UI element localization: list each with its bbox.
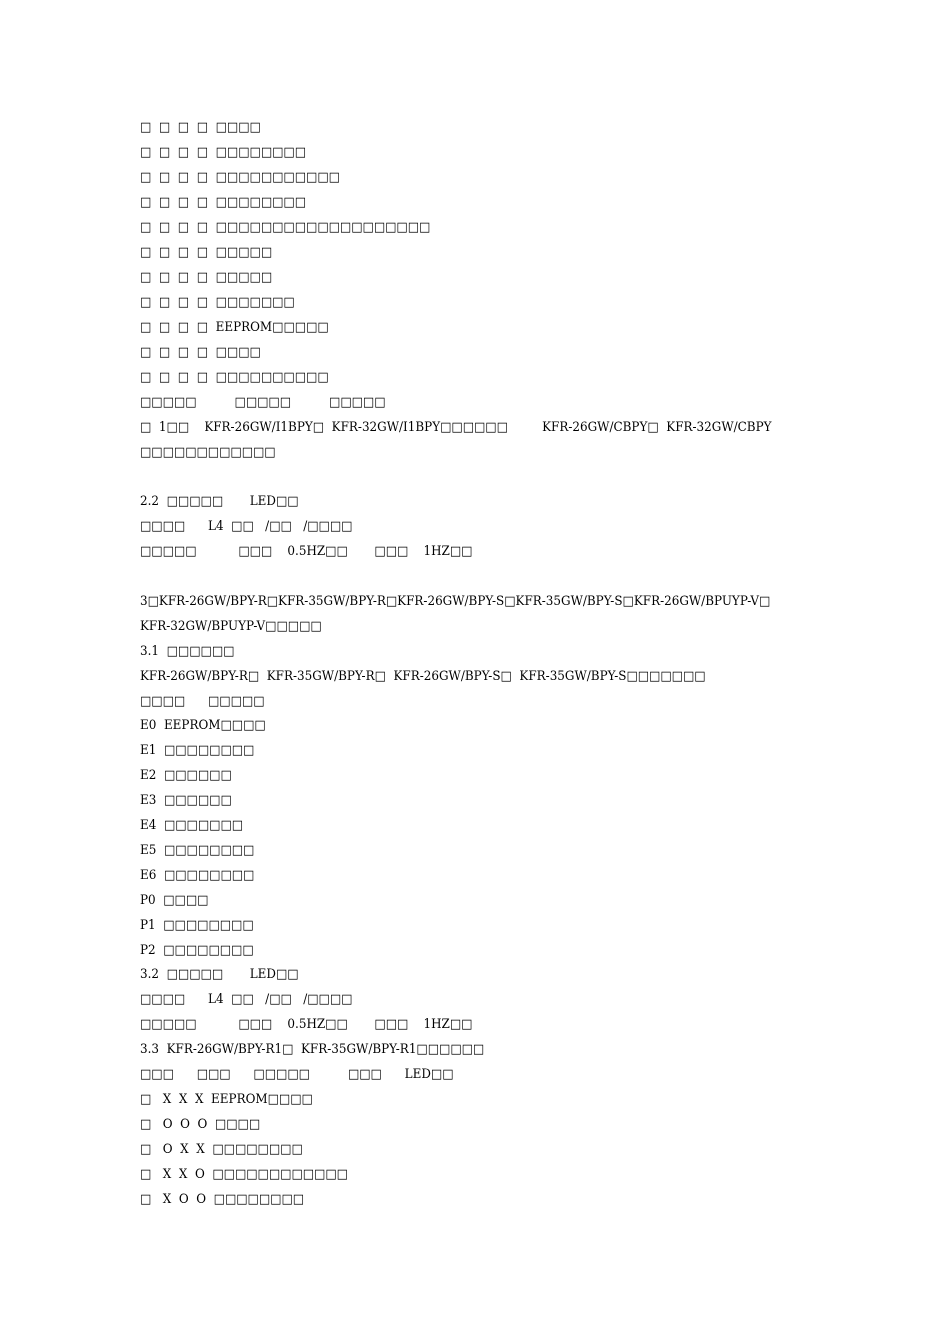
error-code-row: P1 □□□□□□□□ (140, 918, 254, 933)
text-line: □ □ □ □ □□□□□□□ (140, 295, 295, 310)
text-line: □□□□□□□□□□□□ (140, 445, 276, 460)
section-heading: 3.1 □□□□□□ (140, 644, 235, 659)
led-code-row: □ O O O □□□□ (140, 1117, 261, 1132)
led-code-row: □ X X O □□□□□□□□□□□□ (140, 1167, 348, 1182)
section-heading: 2.2 □□□□□ LED□□ (140, 494, 299, 509)
text-line: □ □ □ □ □□□□□□□□□□□□□□□□□□□ (140, 220, 431, 235)
led-code-row: □ X X X EEPROM□□□□ (140, 1092, 313, 1107)
error-code-row: E0 EEPROM□□□□ (140, 718, 266, 733)
text-line: □ □ □ □ □□□□ (140, 120, 261, 135)
text-line: □ □ □ □ EEPROM□□□□□ (140, 320, 329, 335)
led-code-row: □ O X X □□□□□□□□ (140, 1142, 303, 1157)
led-code-row: □ X O O □□□□□□□□ (140, 1192, 305, 1207)
text-line: □ □ □ □ □□□□□□□□□□ (140, 370, 329, 385)
table-header: □□□ □□□ □□□□□ □□□ LED□□ (140, 1067, 454, 1082)
text-line: KFR-32GW/BPUYP-V□□□□□ (140, 619, 322, 634)
text-line: □ □ □ □ □□□□□□□□ (140, 195, 307, 210)
text-line: □ □ □ □ □□□□ (140, 345, 261, 360)
section-heading: 3□KFR-26GW/BPY-R□KFR-35GW/BPY-R□KFR-26GW/BPY-S□KFR-35GW/BPY-S□KFR-26GW/BPUYP-V□ (140, 594, 771, 609)
error-code-row: E2 □□□□□□ (140, 768, 232, 783)
error-code-row: E6 □□□□□□□□ (140, 868, 255, 883)
text-line: □ □ □ □ □□□□□□□□ (140, 145, 307, 160)
section-heading: 3.2 □□□□□ LED□□ (140, 967, 299, 982)
text-line: □ □ □ □ □□□□□□□□□□□ (140, 170, 340, 185)
table-header: □□□□ □□□□□ (140, 694, 265, 709)
text-line: □□□□ L4 □□ /□□ /□□□□ (140, 992, 353, 1007)
text-line: KFR-26GW/BPY-R□ KFR-35GW/BPY-R□ KFR-26GW/BPY-S□ KFR-35GW/BPY-S□□□□□□□ (140, 669, 706, 684)
error-code-row: P2 □□□□□□□□ (140, 943, 254, 958)
text-line: □□□□□ □□□□□ □□□□□ (140, 395, 386, 410)
section-heading: 3.3 KFR-26GW/BPY-R1□ KFR-35GW/BPY-R1□□□□□□ (140, 1042, 485, 1057)
error-code-row: E3 □□□□□□ (140, 793, 232, 808)
error-code-row: E4 □□□□□□□ (140, 818, 244, 833)
text-line: □□□□□ □□□ 0.5HZ□□ □□□ 1HZ□□ (140, 1017, 473, 1032)
text-line: □ 1□□ KFR-26GW/I1BPY□ KFR-32GW/I1BPY□□□□□□ KFR-26GW/CBPY□ KFR-32GW/CBPY (140, 420, 772, 435)
error-code-row: E5 □□□□□□□□ (140, 843, 255, 858)
error-code-row: E1 □□□□□□□□ (140, 743, 255, 758)
text-line: □□□□□ □□□ 0.5HZ□□ □□□ 1HZ□□ (140, 544, 473, 559)
error-code-row: P0 □□□□ (140, 893, 209, 908)
text-line: □ □ □ □ □□□□□ (140, 245, 273, 260)
text-line: □□□□ L4 □□ /□□ /□□□□ (140, 519, 353, 534)
text-line: □ □ □ □ □□□□□ (140, 270, 273, 285)
